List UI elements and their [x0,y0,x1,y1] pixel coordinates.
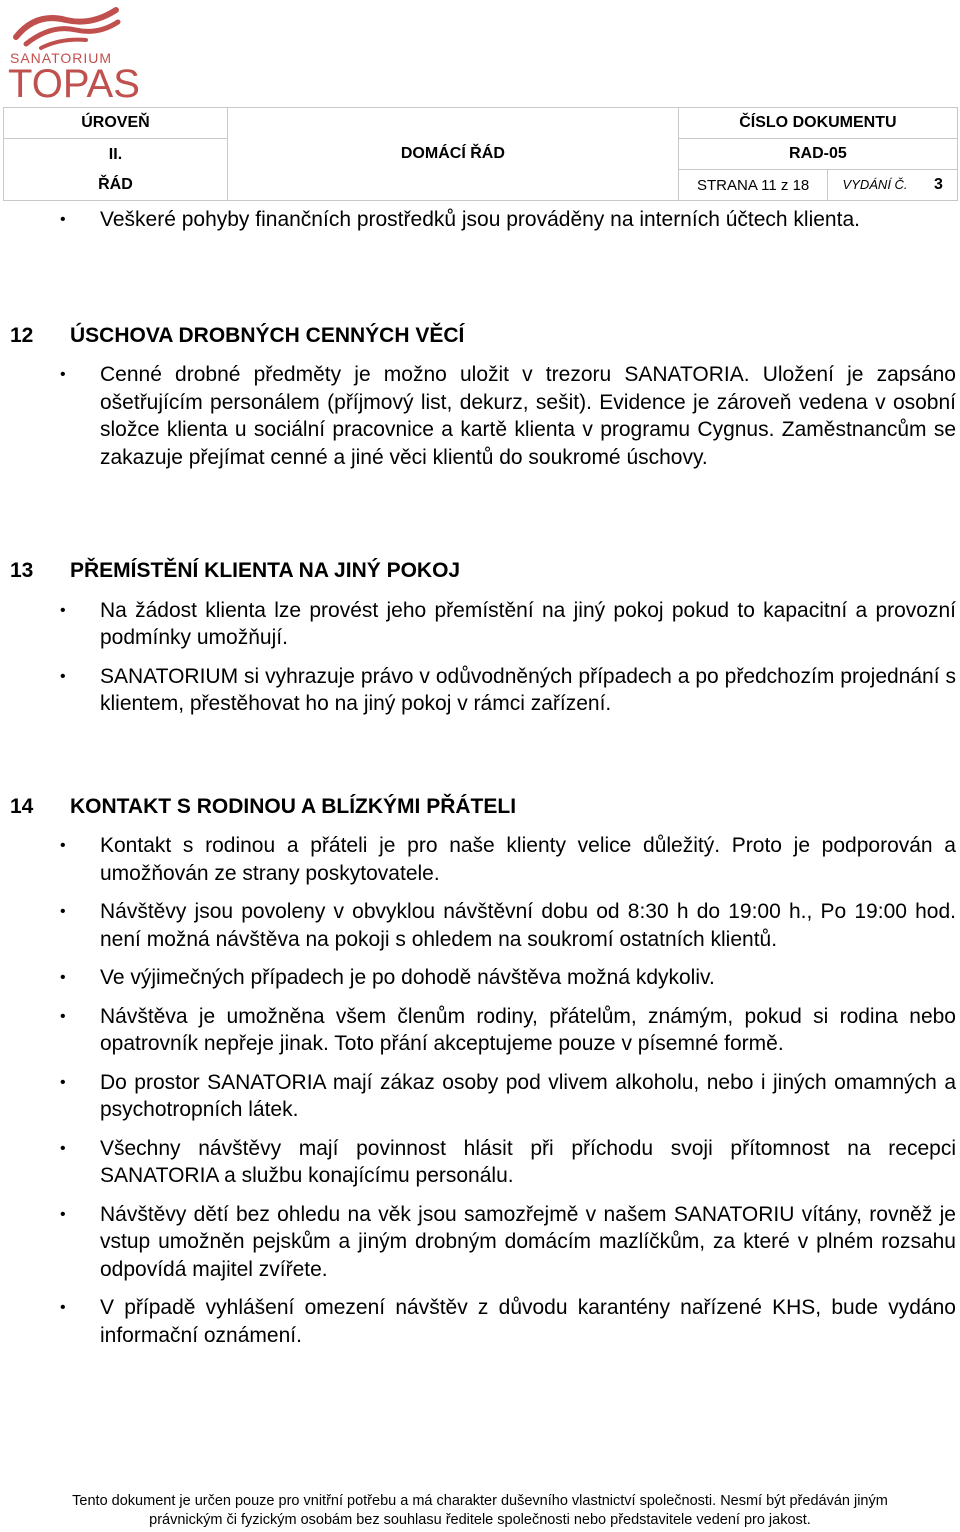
list-item: • V případě vyhlášení omezení návštěv z důvodu karantény nařízené KHS, bude vydáno informační oznámení. [60,1296,956,1347]
list-item: • Návštěvy jsou povoleny v obvyklou návštěvní dobu od 8:30 h do 19:00 h., Po 19:00 hod. není možná návštěva na pokoji s ohledem na soukromí ostatních klientů. [60,900,956,951]
logo-text-sanatorium: SANATORIUM [10,50,113,66]
vydani-value: 3 [934,176,943,193]
bullet-icon: • [60,1073,66,1091]
list-item: • Všechny návštěvy mají povinnost hlásit při příchodu svoji přítomnost na recepci SANATORIA a službu konajícímu personálu. [60,1136,956,1187]
cislo-dokumentu-label: ČÍSLO DOKUMENTU [678,108,957,139]
document-header-table [3,107,958,201]
bullet-icon: • [60,366,66,383]
list-item: • Kontakt s rodinou a přáteli je pro naše klienty velice důležitý. Proto je podporován a umožňován ze strany poskytovatele. [60,834,956,885]
document-footer [0,1492,960,1530]
bullet-icon: • [60,969,66,986]
uroven-label: ÚROVEŇ [4,108,228,139]
list-item: • SANATORIUM si vyhrazuje právo v odůvodněných případech a po předchozím projednání s klientem, přestěhovat ho na jiný pokoj v rámci zařízení. [60,664,956,715]
list-item: • Ve výjimečných případech je po dohodě návštěva možná kdykoliv. [0,964,960,992]
list-item: • Veškeré pohyby finančních prostředků jsou prováděny na interních účtech klienta. [0,206,960,234]
list-item: • Cenné drobné předměty je možno uložit v trezoru SANATORIA. Uložení je zapsáno ošetřujícím personálem (příjmový list, dekurz, sešit). Evidence je zároveň vedena v osobní složce klienta u sociální pracovnice a kartě klienta v programu Cygnus. Zaměstnancům se zakazuje přejímat cenné a jiné věci klientů do soukromé úschovy. [60,363,956,469]
uroven-value: II. [108,145,123,163]
bullet-icon: • [60,667,66,685]
footer-line-1: Tento dokument je určen pouze pro vnitřní potřebu a má charakter duševního vlastnictví společnosti. Nesmí být předáván jiným [72,1493,888,1509]
document-body [0,206,960,1349]
vydani-label: VYDÁNÍ Č. [842,177,908,192]
section-title: ÚSCHOVA DROBNÝCH CENNÝCH VĚCÍ [70,323,465,347]
cislo-dokumentu-value: RAD-05 [678,139,957,170]
footer-line-2: právnickým či fyzickým osobám bez souhlasu ředitele společnosti nebo představitele vedení pro jakost. [149,1512,811,1528]
section-title: PŘEMÍSTĚNÍ KLIENTA NA JINÝ POKOJ [70,559,461,582]
section-13-heading [0,557,960,585]
section-number: 13 [10,559,34,582]
section-number: 12 [10,323,34,347]
bullet-icon: • [60,601,66,619]
section-number: 14 [10,794,34,818]
bullet-icon: • [60,1139,66,1157]
vydani-cell [828,170,958,201]
strana-cell: STRANA 11 z 18 [678,170,828,201]
list-item: • Do prostor SANATORIA mají zákaz osoby pod vlivem alkoholu, nebo i jiných omamných a psychotropních látek. [60,1070,956,1121]
rad-label: ŘÁD [98,175,133,193]
logo-text-topas: TOPAS [8,62,140,106]
bullet-icon: • [60,1007,66,1025]
bullet-icon: • [60,903,66,920]
list-item: • Návštěva je umožněna všem členům rodiny, přátelům, známým, pokud si rodina nebo opatrovník nepřeje jinak. Toto přání akceptujeme pouze v písemné formě. [60,1004,956,1055]
list-item: • Návštěvy dětí bez ohledu na věk jsou samozřejmě v našem SANATORIU vítány, rovněž je vstup umožněn pejskům a jiným drobným domácím mazlíčkům, za které v plném rozsahu odpovídá majitel zvířete. [60,1202,956,1281]
bullet-icon: • [60,837,66,854]
uroven-rad-cell [4,139,228,201]
bullet-icon: • [60,211,66,228]
section-14-heading [0,793,960,821]
hands-logo-icon [6,2,126,52]
list-item: • Na žádost klienta lze provést jeho přemístění na jiný pokoj pokud to kapacitní a provozní podmínky umožňují. [60,598,956,649]
bullet-icon: • [60,1299,66,1316]
section-12-heading [0,322,960,350]
bullet-icon: • [60,1205,66,1223]
document-title: DOMÁCÍ ŘÁD [227,108,678,201]
section-title: KONTAKT S RODINOU A BLÍZKÝMI PŘÁTELI [70,794,517,818]
